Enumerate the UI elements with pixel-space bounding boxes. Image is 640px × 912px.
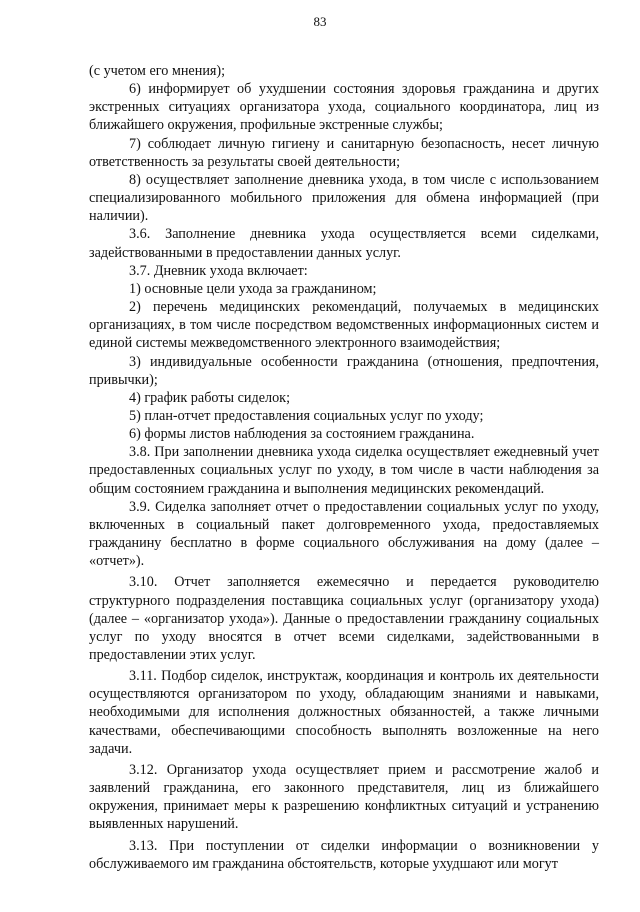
paragraph: 3.8. При заполнении дневника ухода сиделка осуществляет ежедневный учет предоставленных социальных услуг по уходу, в том числе в части наблюдения за общим состоянием гражданина и выполнения медицинских рекомендаций.	[89, 444, 599, 497]
paragraph: 3) индивидуальные особенности гражданина (отношения, предпочтения, привычки);	[89, 353, 599, 388]
paragraph: 5) план-отчет предоставления социальных услуг по уходу;	[129, 407, 484, 424]
paragraph: 2) перечень медицинских рекомендаций, получаемых в медицинских организациях, в том числе посредством ведомственных информационных систем и единой системы межведомственного электронного взаимодействия;	[89, 299, 599, 352]
paragraph: 3.7. Дневник ухода включает:	[129, 262, 308, 279]
paragraph: 1) основные цели ухода за гражданином;	[129, 280, 377, 297]
paragraph: 3.10. Отчет заполняется ежемесячно и передается руководителю структурного подразделения поставщика социальных услуг (организатору ухода) (далее – «организатор ухода»). Данные о предоставлении гражданину социальных услуг по уходу вносятся в отчет всеми сиделками, задействованными в предоставлении этих услуг.	[89, 574, 599, 663]
page-number: 83	[313, 14, 327, 29]
paragraph: 3.13. При поступлении от сиделки информации о возникновении у обслуживаемого им гражданина обстоятельств, которые ухудшают или могут	[89, 837, 599, 872]
paragraph: (с учетом его мнения);	[89, 63, 226, 79]
paragraph: 3.11. Подбор сиделок, инструктаж, координация и контроль их деятельности осуществляются организатором по уходу, обладающим знаниями и навыками, необходимыми для исполнения должностных обязанностей, а также личными качествами, обеспечивающими способность выполнять возложенные на него задачи.	[89, 668, 599, 757]
paragraph: 6) информирует об ухудшении состояния здоровья гражданина и других экстренных ситуациях организатора ухода, социального координатора, лиц из ближайшего окружения, профильные экстренные службы;	[89, 81, 599, 134]
paragraph: 8) осуществляет заполнение дневника ухода, в том числе с использованием специализированного мобильного приложения для обмена информацией (при наличии).	[89, 171, 599, 225]
paragraph: 3.6. Заполнение дневника ухода осуществляется всеми сиделками, задействованными в предоставлении данных услуг.	[89, 226, 599, 261]
document-body	[89, 62, 599, 873]
paragraph: 3.12. Организатор ухода осуществляет прием и рассмотрение жалоб и заявлений гражданина, его законного представителя, лиц из ближайшего окружения, принимает меры к разрешению конфликтных ситуаций и устранению выявленных нарушений.	[89, 761, 599, 833]
paragraph: 3.9. Сиделка заполняет отчет о предоставлении социальных услуг по уходу, включенных в социальный пакет долговременного ухода, предоставляемых гражданину бесплатно в форме социального обслуживания на дому (далее – «отчет»).	[89, 498, 599, 570]
paragraph: 4) график работы сиделок;	[129, 389, 291, 406]
paragraph: 6) формы листов наблюдения за состоянием гражданина.	[129, 426, 475, 443]
paragraph: 7) соблюдает личную гигиену и санитарную безопасность, несет личную ответственность за результаты своей деятельности;	[89, 135, 599, 170]
